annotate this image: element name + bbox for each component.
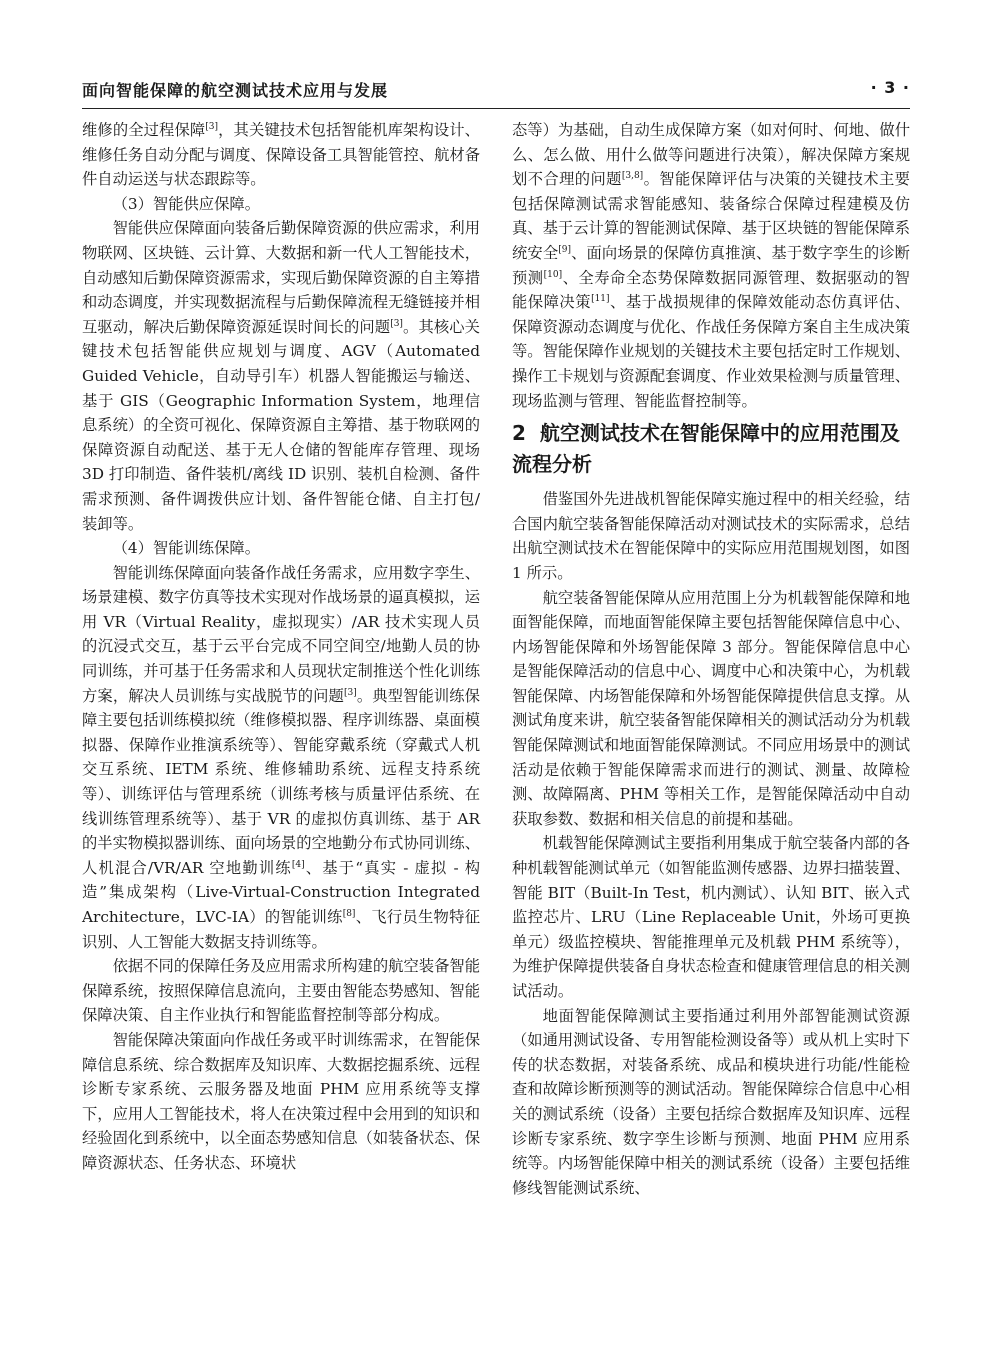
heading-smart-training: （4）智能训练保障。 <box>112 539 260 558</box>
section-number: 2 <box>512 421 526 446</box>
para-text: 态等）为基础，自动生成保障方案（如对何时、何地、做什么、怎么做、用什么做等问题进行决策），解决保障方案规划不合理的问题 <box>512 121 910 189</box>
journal-article-title: 面向智能保障的航空测试技术应用与发展 <box>82 81 389 100</box>
paragraph-smart-training <box>82 561 480 955</box>
citation: [3,8] <box>621 171 644 182</box>
citation: [3] <box>205 121 219 132</box>
running-header <box>82 76 910 102</box>
paragraph-decision-cont <box>512 118 910 413</box>
left-column <box>82 118 480 1176</box>
paragraph-airborne-testing: 机载智能保障测试主要指利用集成于航空装备内部的各种机载智能测试单元（如智能监测传感器、边界扫描装置、智能 BIT（Built-In Test，机内测试）、认知 BIT、嵌入式监控芯片、LRU（Line Replaceable Unit，外场可更换单元）级监控模块、智能推理单元及机载 PHM 系统等），为维护保障提供装备自身状态检查和健康管理信息的相关测试活动。 <box>512 834 910 1000</box>
page-number: · 3 · <box>870 78 910 97</box>
citation: [8] <box>342 908 356 919</box>
citation: [3] <box>343 687 357 698</box>
citation: [3] <box>390 318 403 329</box>
para-text: 、全寿命全态势保障数据同源管理、数据驱动的智能保障决策 <box>512 268 910 312</box>
paragraph-maintenance-cont <box>82 118 480 192</box>
paragraph-application-scope: 借鉴国外先进战机智能保障实施过程中的相关经验，结合国内航空装备智能保障活动对测试技术的实际需求，总结出航空测试技术在智能保障中的实际应用范围规划图，如图 1 所示。 <box>512 490 910 582</box>
paragraph-smart-decision: 智能保障决策面向作战任务或平时训练需求，在智能保障信息系统、综合数据库及知识库、大数据挖掘系统、远程诊断专家系统、云服务器及地面 PHM 应用系统等支撑下，应用人工智能技术，将人在决策过程中会用到的知识和经验固化到系统中，以全面态势感知信息（如装备状态、保障资源状态、任务状态、环境状 <box>82 1030 480 1172</box>
para-text: 维修的全过程保障 <box>82 121 206 139</box>
paragraph-support-categories: 航空装备智能保障从应用范围上分为机载智能保障和地面智能保障，而地面智能保障主要包括智能保障信息中心、内场智能保障和外场智能保障 3 部分。智能保障信息中心是智能保障活动的信息中心、调度中心和决策中心，为机载智能保障、内场智能保障和外场智能保障提供信息支撑。从测试角度来讲，航空装备智能保障相关的测试活动分为机载智能保障测试和地面智能保障测试。不同应用场景中的测试活动是依赖于智能保障需求而进行的测试、测量、故障检测、故障隔离、PHM 等相关工作，是智能保障活动中自动获取参数、数据和相关信息的前提和基础。 <box>512 588 910 828</box>
citation: [10] <box>543 269 563 280</box>
para-text: 、基于“真实 - 虚拟 - 构造”集成架构（Live-Virtual-Construction Integrated Architecture，LVC-IA）的智能训练 <box>82 858 480 926</box>
citation: [9] <box>558 244 571 255</box>
heading-smart-supply: （3）智能供应保障。 <box>112 194 260 213</box>
paragraph-smart-supply <box>82 216 480 536</box>
citation: [11] <box>591 294 610 305</box>
paragraph-system-composition: 依据不同的保障任务及应用需求所构建的航空装备智能保障系统，按照保障信息流向，主要由智能态势感知、智能保障决策、自主作业执行和智能监督控制等部分构成。 <box>82 957 480 1025</box>
right-column <box>512 118 910 1200</box>
paragraph-ground-testing: 地面智能保障测试主要指通过利用外部智能测试资源（如通用测试设备、专用智能检测设备等）或从机上实时下传的状态数据，对装备系统、成品和模块进行功能/性能检查和故障诊断预测等的测试活动。智能保障综合信息中心相关的测试系统（设备）主要包括综合数据库及知识库、远程诊断专家系统、数字孪生诊断与预测、地面 PHM 应用系统等。内场智能保障中相关的测试系统（设备）主要包括维修线智能测试系统、 <box>512 1006 910 1197</box>
para-text: 、面向场景的保障仿真推演、基于数字孪生的诊断预测 <box>512 243 910 287</box>
section-title: 航空测试技术在智能保障中的应用范围及流程分析 <box>512 421 900 477</box>
para-text: 、基于战损规律的保障效能动态仿真评估、保障资源动态调度与优化、作战任务保障方案自主生成决策等。智能保障作业规划的关键技术主要包括定时工作规划、操作工卡规划与资源配套调度、作业效果检测与质量管理、现场监测与管理、智能监督控制等。 <box>512 293 910 410</box>
para-text: ，其关键技术包括智能机库架构设计、维修任务自动分配与调度、保障设备工具智能管控、航材备件自动运送与状态跟踪等。 <box>82 121 480 189</box>
citation: [4] <box>291 859 305 870</box>
section-heading <box>512 418 910 480</box>
para-text: 。智能保障评估与决策的关键技术主要包括保障测试需求智能感知、装备综合保障过程建模及仿真、基于云计算的智能测试保障、基于区块链的智能保障系统安全 <box>512 170 910 262</box>
para-text: 智能训练保障面向装备作战任务需求，应用数字孪生、场景建模、数字仿真等技术实现对作战场景的逼真模拟，运用 VR（Virtual Reality，虚拟现实）/AR 技术实现人员的沉浸式交互，基于云平台完成不同空间空/地勤人员的协同训练，并可基于任务需求和人员现状定制推送个性化训练方案，解决人员训练与实战脱节的问题 <box>82 563 480 705</box>
para-text: 智能供应保障面向装备后勤保障资源的供应需求，利用物联网、区块链、云计算、大数据和新一代人工智能技术，自动感知后勤保障资源需求，实现后勤保障资源的自主筹措和动态调度，并实现数据流程与后勤保障流程无缝链接并相互驱动，解决后勤保障资源延误时间长的问题 <box>82 219 480 336</box>
para-text: 。典型智能训练保障主要包括训练模拟统（维修模拟器、程序训练器、桌面模拟器、保障作业推演系统等）、智能穿戴系统（穿戴式人机交互系统、IETM 系统、维修辅助系统、远程支持系统等）、训练评估与管理系统（训练考核与质量评估系统、在线训练管理系统等）、基于 VR 的虚拟仿真训练、基于 AR 的半实物模拟器训练、面向场景的空地勤分布式协同训练、人机混合/VR/AR 空地勤训练 <box>82 686 480 877</box>
header-rule <box>82 108 910 109</box>
para-text: 、飞行员生物特征识别、人工智能大数据支持训练等。 <box>82 908 480 951</box>
para-text: 。其核心关键技术包括智能供应规划与调度、AGV（Automated Guided Vehicle，自动导引车）机器人智能搬运与输送、基于 GIS（Geographic Information System，地理信息系统）的全资可视化、保障资源自主筹措、基于物联网的保障资源自动配送、基于无人仓储的智能库存管理、现场 3D 打印制造、备件装机/离线 ID 识别、装机自检测、备件需求预测、备件调拨供应计划、备件智能仓储、自主打包/装卸等。 <box>82 317 480 533</box>
